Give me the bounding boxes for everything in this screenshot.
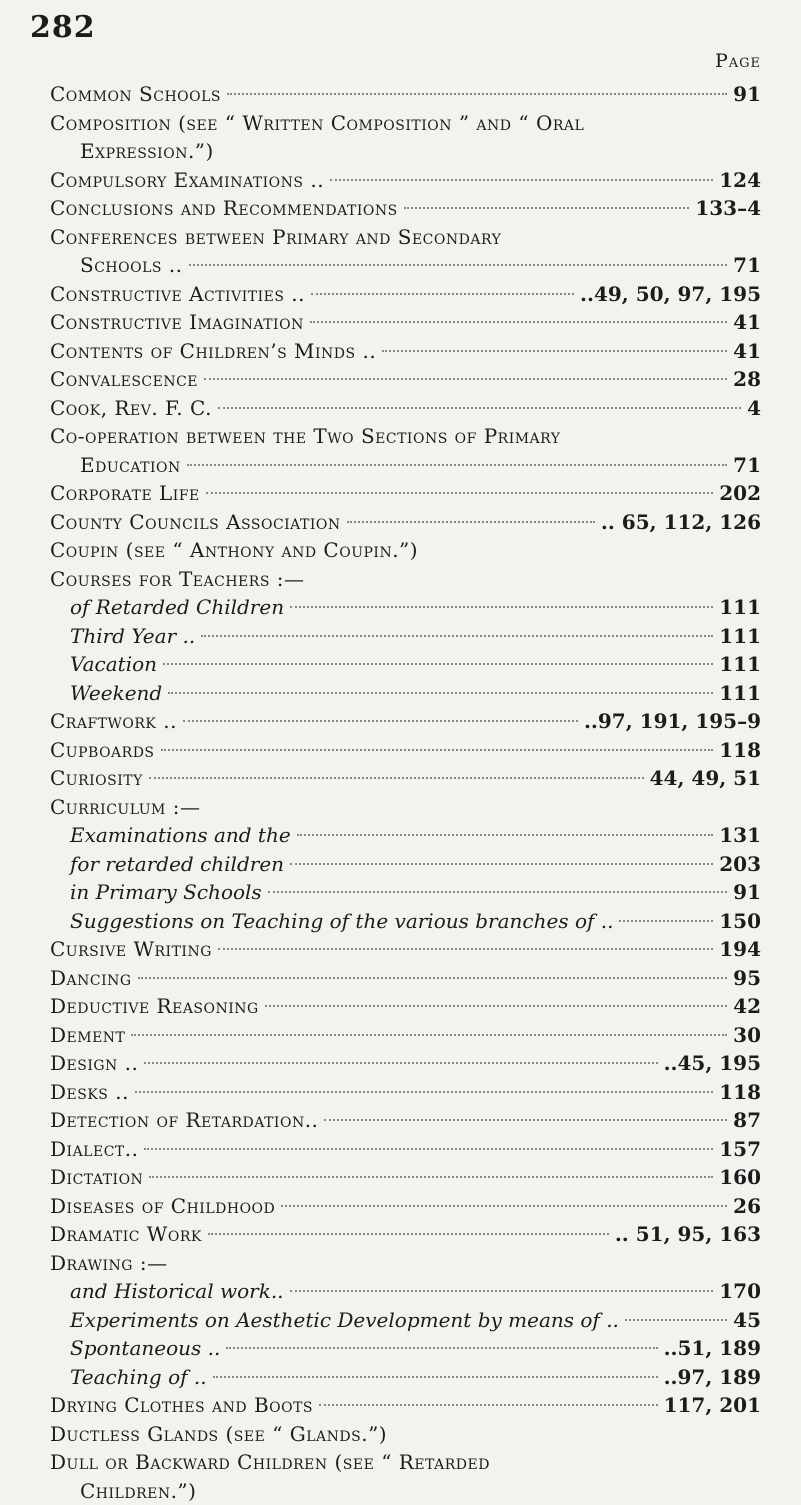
page-references: 131 [719,821,761,850]
index-entry [50,280,761,309]
index-entry [50,536,761,565]
dot-leader [189,264,728,266]
entry-heading: Ductless Glands (see “ Glands.”) [50,1420,387,1449]
page-references: 95 [733,964,761,993]
index-entry [50,308,761,337]
dot-leader [161,749,714,751]
index-entry [50,878,761,907]
index-entry [50,593,761,622]
page-references: 91 [733,80,761,109]
entry-heading: Drawing :— [50,1249,168,1278]
entry-heading: Design .. [50,1049,138,1078]
dot-leader [625,1319,727,1321]
index-entry [50,337,761,366]
index-list [50,80,761,1505]
index-entry [50,1135,761,1164]
subentry-text: and Historical work.. [50,1277,284,1306]
entry-heading: Compulsory Examinations .. [50,166,324,195]
dot-leader [204,378,727,380]
page-references: ..97, 191, 195–9 [584,707,761,736]
subentry-text: Suggestions on Teaching of the various branches of .. [50,907,613,936]
index-entry [50,479,761,508]
subentry-text: Experiments on Aesthetic Development by means of .. [50,1306,619,1335]
dot-leader [268,891,727,893]
dot-leader [187,464,727,466]
page-references: 28 [733,365,761,394]
entry-heading: Diseases of Childhood [50,1192,275,1221]
index-entry [50,1220,761,1249]
dot-leader [131,1034,727,1036]
dot-leader [226,1347,657,1349]
page-references: 45 [733,1306,761,1335]
dot-leader [330,179,713,181]
entry-heading: Conferences between Primary and Secondary [50,223,501,252]
entry-heading: Schools .. [80,251,183,280]
entry-heading: Children.”) [80,1477,196,1505]
page-references: 160 [719,1163,761,1192]
index-entry [50,935,761,964]
dot-leader [324,1119,727,1121]
dot-leader [347,521,595,523]
index-entry [50,80,761,109]
page-references: 133–4 [695,194,761,223]
dot-leader [404,207,690,209]
index-entry [50,1363,761,1392]
subentry-text: of Retarded Children [50,593,284,622]
index-entry [50,1334,761,1363]
entry-heading: Courses for Teachers :— [50,565,305,594]
entry-heading: Dictation [50,1163,143,1192]
dot-leader [290,606,713,608]
index-entry [50,565,761,594]
dot-leader [218,948,713,950]
dot-leader [281,1205,727,1207]
page-references: 203 [719,850,761,879]
entry-heading: Dancing [50,964,132,993]
page-references: .. 65, 112, 126 [601,508,761,537]
entry-heading: Dialect.. [50,1135,138,1164]
page-references: 41 [733,308,761,337]
index-entry [50,821,761,850]
index-entry [50,1049,761,1078]
page-references: 71 [733,451,761,480]
index-entry [50,907,761,936]
dot-leader [265,1005,727,1007]
subentry-text: Third Year .. [50,622,195,651]
index-entry [50,137,761,166]
page-references: 26 [733,1192,761,1221]
page-references: ..45, 195 [664,1049,761,1078]
index-entry [50,109,761,138]
index-entry [50,251,761,280]
page-references: 111 [719,622,761,651]
index-entry [50,764,761,793]
index-entry [50,622,761,651]
subentry-text: Spontaneous .. [50,1334,220,1363]
page-references: 111 [719,650,761,679]
page-references: 44, 49, 51 [650,764,761,793]
index-entry [50,1277,761,1306]
entry-heading: Expression.”) [80,137,214,166]
entry-heading: Common Schools [50,80,221,109]
index-entry [50,650,761,679]
index-entry [50,1391,761,1420]
subentry-text: Examinations and the [50,821,291,850]
page-references: 150 [719,907,761,936]
page-references: 118 [719,736,761,765]
entry-heading: County Councils Association [50,508,341,537]
entry-heading: Contents of Children’s Minds .. [50,337,376,366]
subentry-text: Vacation [50,650,157,679]
page-references: 117, 201 [664,1391,761,1420]
index-entry [50,679,761,708]
entry-heading: Dull or Backward Children (see “ Retarded [50,1448,490,1477]
index-entry [50,793,761,822]
dot-leader [218,407,741,409]
page-references: 41 [733,337,761,366]
page-references: ..49, 50, 97, 195 [580,280,761,309]
entry-heading: Craftwork .. [50,707,177,736]
entry-heading: Constructive Imagination [50,308,304,337]
index-entry [50,1420,761,1449]
page-references: 4 [747,394,761,423]
page-column-label: Page [715,50,761,72]
index-entry [50,394,761,423]
entry-heading: Desks .. [50,1078,129,1107]
index-entry [50,451,761,480]
index-entry [50,1249,761,1278]
index-entry [50,422,761,451]
index-entry [50,1306,761,1335]
entry-heading: Co-operation between the Two Sections of Primary [50,422,561,451]
entry-heading: Drying Clothes and Boots [50,1391,313,1420]
index-entry [50,1448,761,1477]
page-references: 170 [719,1277,761,1306]
index-entry [50,166,761,195]
entry-heading: Curiosity [50,764,143,793]
index-entry [50,1192,761,1221]
entry-heading: Cupboards [50,736,155,765]
dot-leader [135,1091,713,1093]
entry-heading: Corporate Life [50,479,200,508]
dot-leader [208,1233,609,1235]
dot-leader [149,1176,713,1178]
index-entry [50,1106,761,1135]
dot-leader [310,321,727,323]
dot-leader [382,350,727,352]
page-references: 124 [719,166,761,195]
dot-leader [619,920,713,922]
page-references: 87 [733,1106,761,1135]
page-references: 30 [733,1021,761,1050]
dot-leader [168,692,713,694]
subentry-text: Teaching of .. [50,1363,207,1392]
dot-leader [149,777,644,779]
dot-leader [163,663,713,665]
entry-heading: Conclusions and Recommendations [50,194,398,223]
index-entry [50,508,761,537]
entry-heading: Constructive Activities .. [50,280,305,309]
page-number: 282 [30,10,96,45]
entry-heading: Dement [50,1021,125,1050]
index-entry [50,736,761,765]
subentry-text: Weekend [50,679,162,708]
dot-leader [297,834,714,836]
page-references: 91 [733,878,761,907]
page-references: 111 [719,593,761,622]
dot-leader [227,93,727,95]
index-entry [50,365,761,394]
entry-heading: Curriculum :— [50,793,201,822]
entry-heading: Dramatic Work [50,1220,202,1249]
index-entry [50,194,761,223]
dot-leader [311,293,574,295]
entry-heading: Cook, Rev. F. C. [50,394,212,423]
page-references: 111 [719,679,761,708]
page-references: 118 [719,1078,761,1107]
entry-heading: Detection of Retardation.. [50,1106,318,1135]
dot-leader [138,977,728,979]
page-references: 194 [719,935,761,964]
dot-leader [144,1148,713,1150]
page-references: 157 [719,1135,761,1164]
index-entry [50,1078,761,1107]
dot-leader [206,492,713,494]
page-references: ..51, 189 [664,1334,761,1363]
dot-leader [290,863,713,865]
page-references: ..97, 189 [664,1363,761,1392]
entry-heading: Deductive Reasoning [50,992,259,1021]
entry-heading: Cursive Writing [50,935,212,964]
index-entry [50,223,761,252]
page-references: 71 [733,251,761,280]
page-references: 202 [719,479,761,508]
index-entry [50,850,761,879]
entry-heading: Convalescence [50,365,198,394]
dot-leader [213,1376,658,1378]
index-entry [50,992,761,1021]
dot-leader [319,1404,658,1406]
subentry-text: in Primary Schools [50,878,262,907]
entry-heading: Coupin (see “ Anthony and Coupin.”) [50,536,418,565]
index-entry [50,707,761,736]
page-references: 42 [733,992,761,1021]
subentry-text: for retarded children [50,850,284,879]
dot-leader [290,1290,714,1292]
dot-leader [144,1062,657,1064]
index-entry [50,964,761,993]
index-entry [50,1477,761,1505]
dot-leader [201,635,713,637]
index-entry [50,1021,761,1050]
entry-heading: Education [80,451,181,480]
index-entry [50,1163,761,1192]
page-references: .. 51, 95, 163 [615,1220,761,1249]
dot-leader [183,720,578,722]
entry-heading: Composition (see “ Written Composition ” and “ Oral [50,109,584,138]
